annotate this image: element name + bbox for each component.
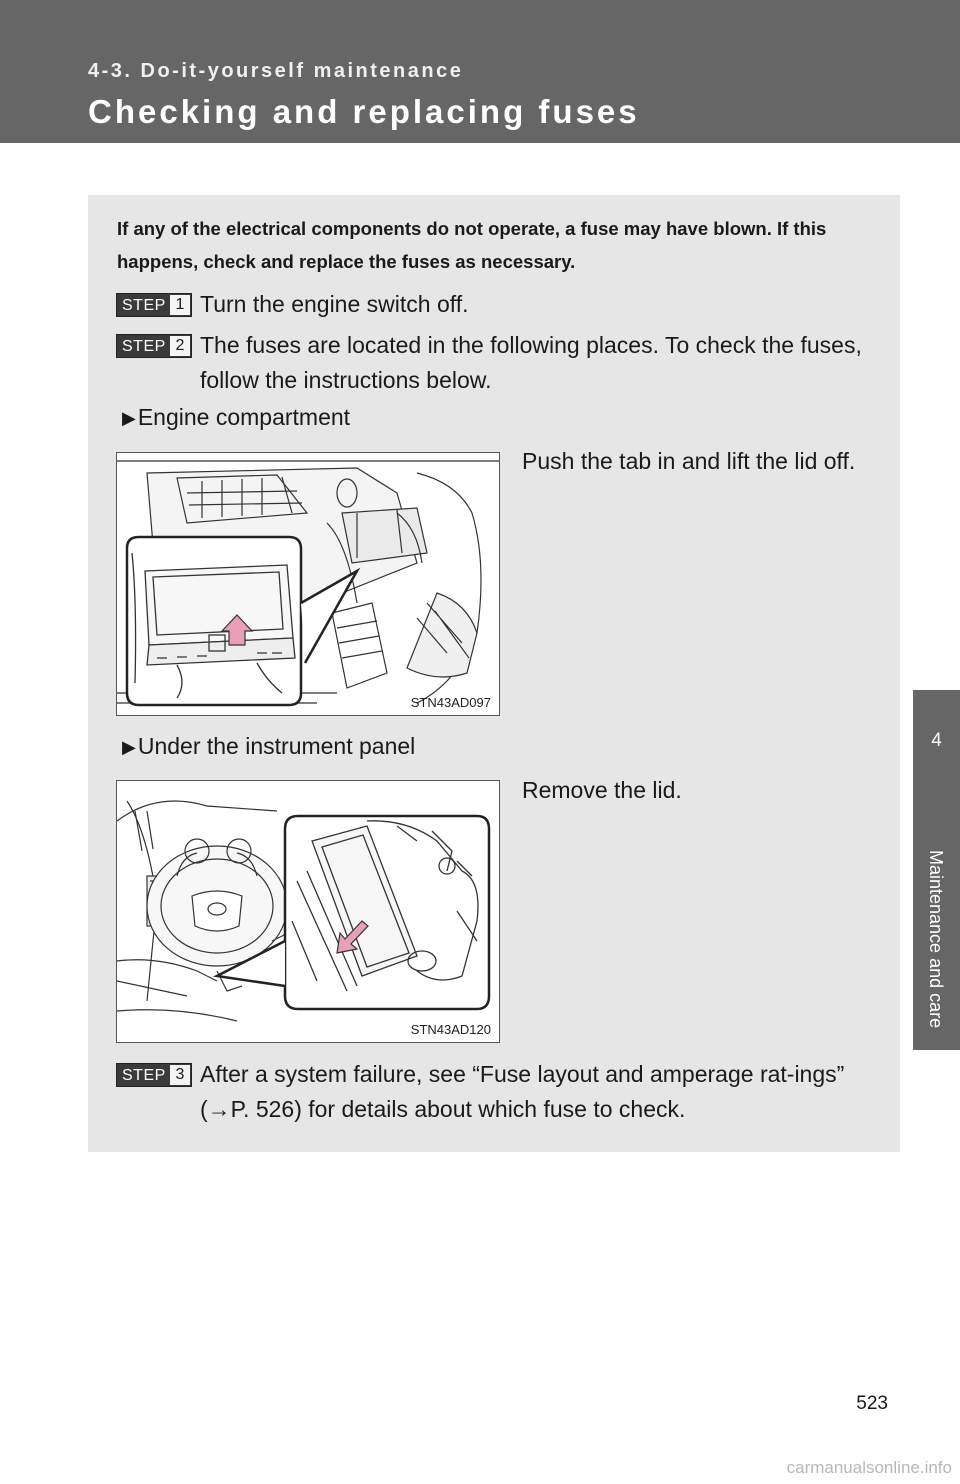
chapter-side-tab[interactable] (913, 690, 960, 1050)
location-under-instrument-panel: ▶Under the instrument panel (122, 731, 415, 762)
chapter-header (0, 0, 960, 143)
step-badge-1: STEP 1 (116, 293, 192, 317)
figure-code: STN43AD120 (410, 1022, 491, 1037)
dashboard-illustration (117, 781, 500, 1043)
step-3-text: After a system failure, see “Fuse layout and amperage rat-ings” (→P. 526) for details about which fuse to check. (200, 1061, 845, 1122)
engine-illustration (117, 453, 500, 716)
step-1-text: Turn the engine switch off. (200, 291, 469, 317)
watermark: carmanualsonline.info (786, 1458, 952, 1477)
section-label: 4-3. Do-it-yourself maintenance (88, 60, 464, 82)
right-triangle-icon: ▶ (122, 408, 136, 428)
page-number: 523 (856, 1393, 888, 1414)
right-triangle-icon: ▶ (122, 737, 136, 757)
page-title: Checking and replacing fuses (88, 93, 640, 130)
intro-text: If any of the electrical components do not operate, a fuse may have blown. If this happens, check and replace the fuses as necessary. (117, 218, 827, 272)
engine-compartment-figure (116, 452, 500, 716)
location-engine-compartment: ▶Engine compartment (122, 402, 350, 433)
instrument-panel-figure (116, 780, 500, 1043)
chapter-label: Maintenance and care (926, 850, 946, 1029)
step-badge-2: STEP 2 (116, 334, 192, 358)
location-2-caption: Remove the lid. (522, 777, 682, 803)
step-2-text: The fuses are located in the following places. To check the fuses, follow the instructions below. (200, 332, 862, 393)
step-badge-3: STEP 3 (116, 1063, 192, 1087)
chapter-number: 4 (931, 730, 942, 751)
location-1-caption: Push the tab in and lift the lid off. (522, 448, 856, 474)
figure-code: STN43AD097 (410, 695, 491, 710)
